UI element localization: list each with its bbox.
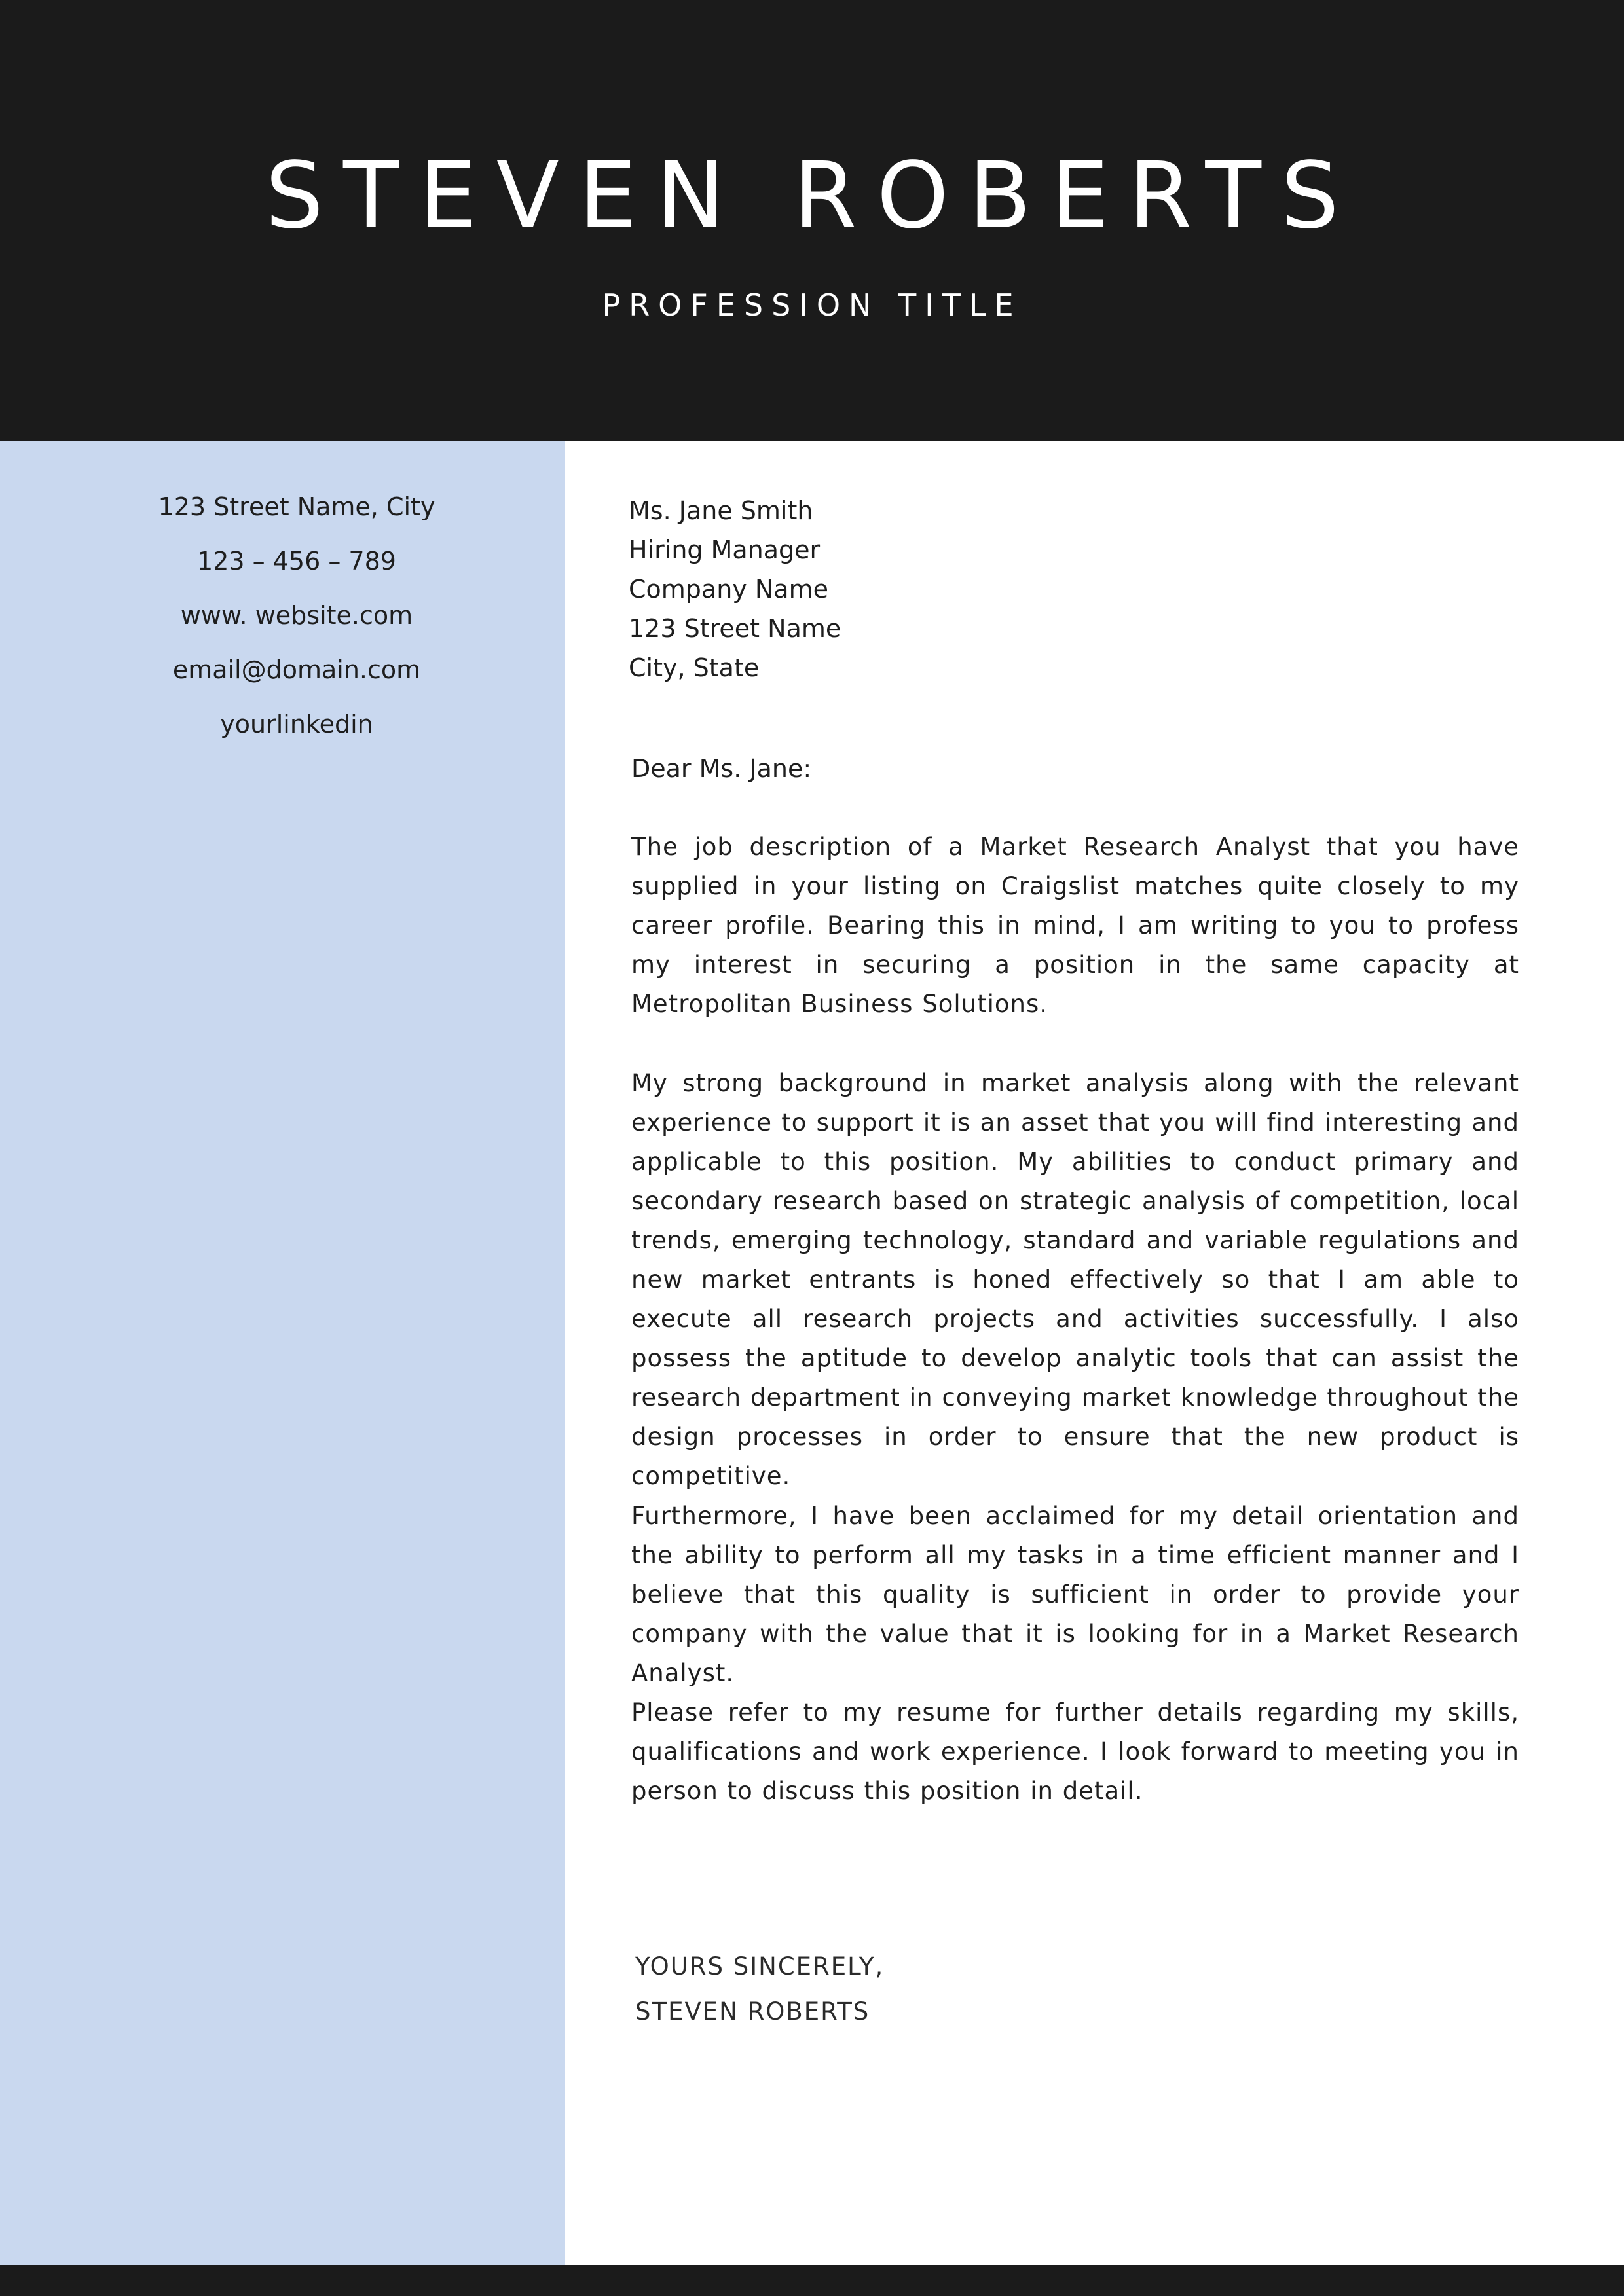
contact-address: 123 Street Name, City [158, 492, 435, 521]
profession-title: PROFESSION TITLE [602, 287, 1022, 323]
contact-website[interactable]: www. website.com [180, 601, 413, 630]
contact-linkedin[interactable]: yourlinkedin [220, 710, 373, 738]
signature-name: STEVEN ROBERTS [635, 1997, 870, 2026]
contact-sidebar [0, 441, 565, 2265]
recipient-city-state: City, State [629, 653, 760, 682]
paragraph-background: My strong background in market analysis along with the relevant experience to support it is an asset that you will find interesting and applicable to this position. My abilities to conduct primary and secondary research based on strategic analysis of competition, local trends, emerging technology, standard and variable regulations and new market entrants is honed effectively so that I am able to execute all research projects and activities successfully. I also possess the aptitude to develop analytic tools that can assist the research department in conveying market knowledge throughout the design processes in order to ensure that the new product is competitive. [631, 1069, 1519, 1490]
footer-bar [0, 2265, 1624, 2296]
closing-phrase: YOURS SINCERELY, [635, 1952, 885, 1980]
applicant-name: STEVEN ROBERTS [265, 143, 1359, 249]
contact-email[interactable]: email@domain.com [172, 655, 421, 684]
salutation: Dear Ms. Jane: [631, 754, 812, 783]
recipient-street: 123 Street Name [629, 614, 841, 643]
contact-phone: 123 – 456 – 789 [197, 547, 396, 575]
paragraph-closing: Please refer to my resume for further details regarding my skills, qualifications and work experience. I look forward to meeting you in person to discuss this position in detail. [631, 1698, 1519, 1805]
recipient-position: Hiring Manager [629, 536, 821, 564]
paragraph-intro: The job description of a Market Research Analyst that you have supplied in your listing on Craigslist matches quite closely to my career profile. Bearing this in mind, I am writing to you to profess my interest in securing a position in the same capacity at Metropolitan Business Solutions. [631, 833, 1519, 1018]
recipient-block [629, 491, 841, 687]
recipient-company: Company Name [629, 575, 828, 604]
recipient-name: Ms. Jane Smith [629, 496, 813, 525]
paragraph-qualities: Furthermore, I have been acclaimed for my detail orientation and the ability to perform all my tasks in a time efficient manner and I believe that this quality is sufficient in order to provide your company with the value that it is looking for in a Market Research Analyst. [631, 1502, 1519, 1687]
header-banner [0, 0, 1624, 441]
